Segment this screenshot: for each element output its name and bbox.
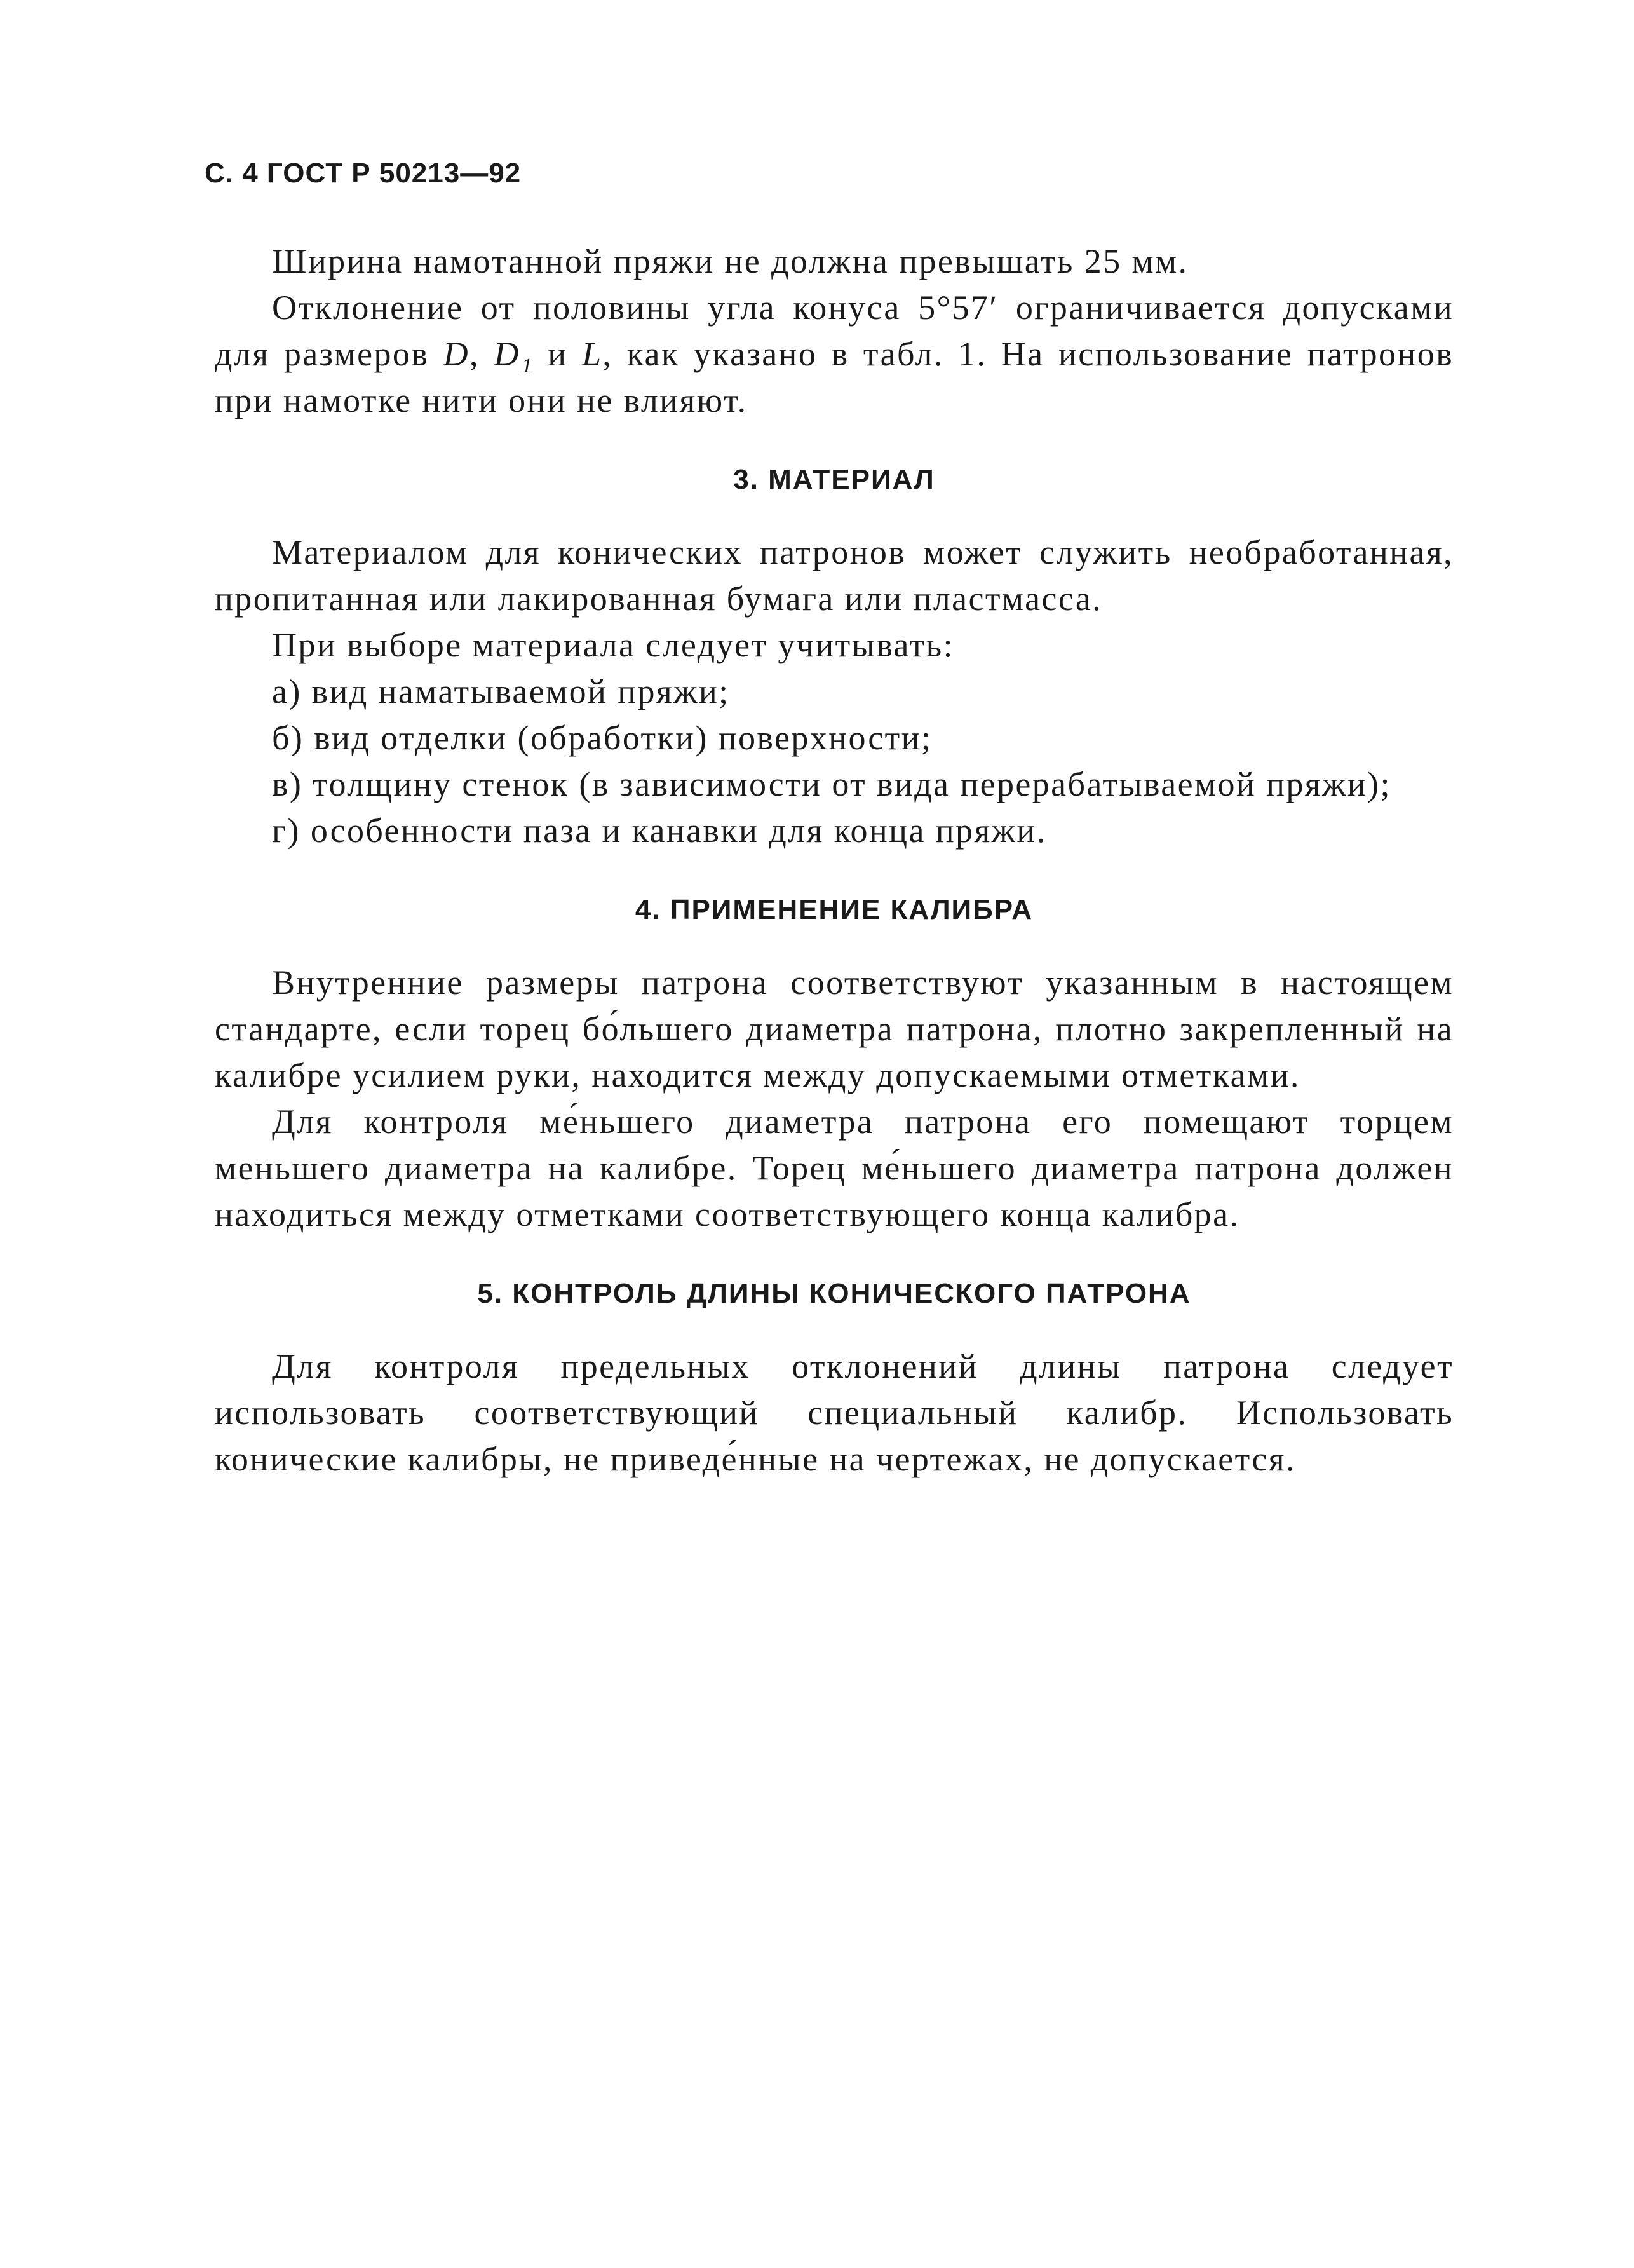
section-3-paragraph-2: При выборе материала следует учитывать:: [272, 626, 954, 664]
section-5-heading: 5. КОНТРОЛЬ ДЛИНЫ КОНИЧЕСКОГО ПАТРОНА: [477, 1278, 1191, 1309]
section-3-list-item: г) особенности паза и канавки для конца пряжи.: [272, 811, 1047, 850]
section-4-paragraph-1: Внутренние размеры патрона соответствуют указанным в настоящем стандарте, если торец бо́льшего диаметра патрона, плотно закрепленный на калибре усилием руки, находится между допускаемыми отметками.: [215, 963, 1454, 1094]
section-3-list-item: в) толщину стенок (в зависимости от вида перерабатываемой пряжи);: [272, 765, 1391, 803]
running-header: С. 4 ГОСТ Р 50213—92: [205, 158, 522, 189]
document-body: [215, 238, 1454, 1483]
section-4-heading: 4. ПРИМЕНЕНИЕ КАЛИБРА: [635, 894, 1034, 925]
intro-text-start: Отклонение от половины угла конуса 5°57′ ограничивается допусками для размеров: [215, 289, 1454, 373]
section-4-paragraph-2: Для контроля ме́ньшего диаметра патрона его помещают торцем меньшего диаметра на калибре. Торец ме́ньшего диаметра патрона должен находиться между отметками соответствующего конца калибра.: [215, 1103, 1454, 1233]
section-3-paragraph-1: Материалом для конических патронов может служить необработанная, пропитанная или лакированная бумага или пластмасса.: [215, 533, 1454, 618]
section-3-list-item: а) вид наматываемой пряжи;: [272, 672, 730, 710]
intro-paragraph-2: [215, 285, 1454, 424]
symbol-l: L: [581, 335, 603, 373]
symbol-d: D: [443, 335, 470, 373]
conjunction-and: и: [533, 335, 582, 373]
intro-text-end: , как указано в табл. 1. На использование патронов при намотке нити они не влияют.: [215, 335, 1454, 419]
section-3-list-item: б) вид отделки (обработки) поверхности;: [272, 719, 933, 757]
intro-paragraph-1: Ширина намотанной пряжи не должна превышать 25 мм.: [272, 242, 1189, 280]
section-5-paragraph-1: Для контроля предельных отклонений длины патрона следует использовать соответствующий специальный калибр. Использовать конические калибры, не приведе́нные на чертежах, не допускается.: [215, 1347, 1454, 1478]
symbol-d1: D₁: [494, 335, 534, 373]
separator-comma: ,: [469, 335, 494, 373]
section-3-heading: 3. МАТЕРИАЛ: [733, 464, 935, 495]
